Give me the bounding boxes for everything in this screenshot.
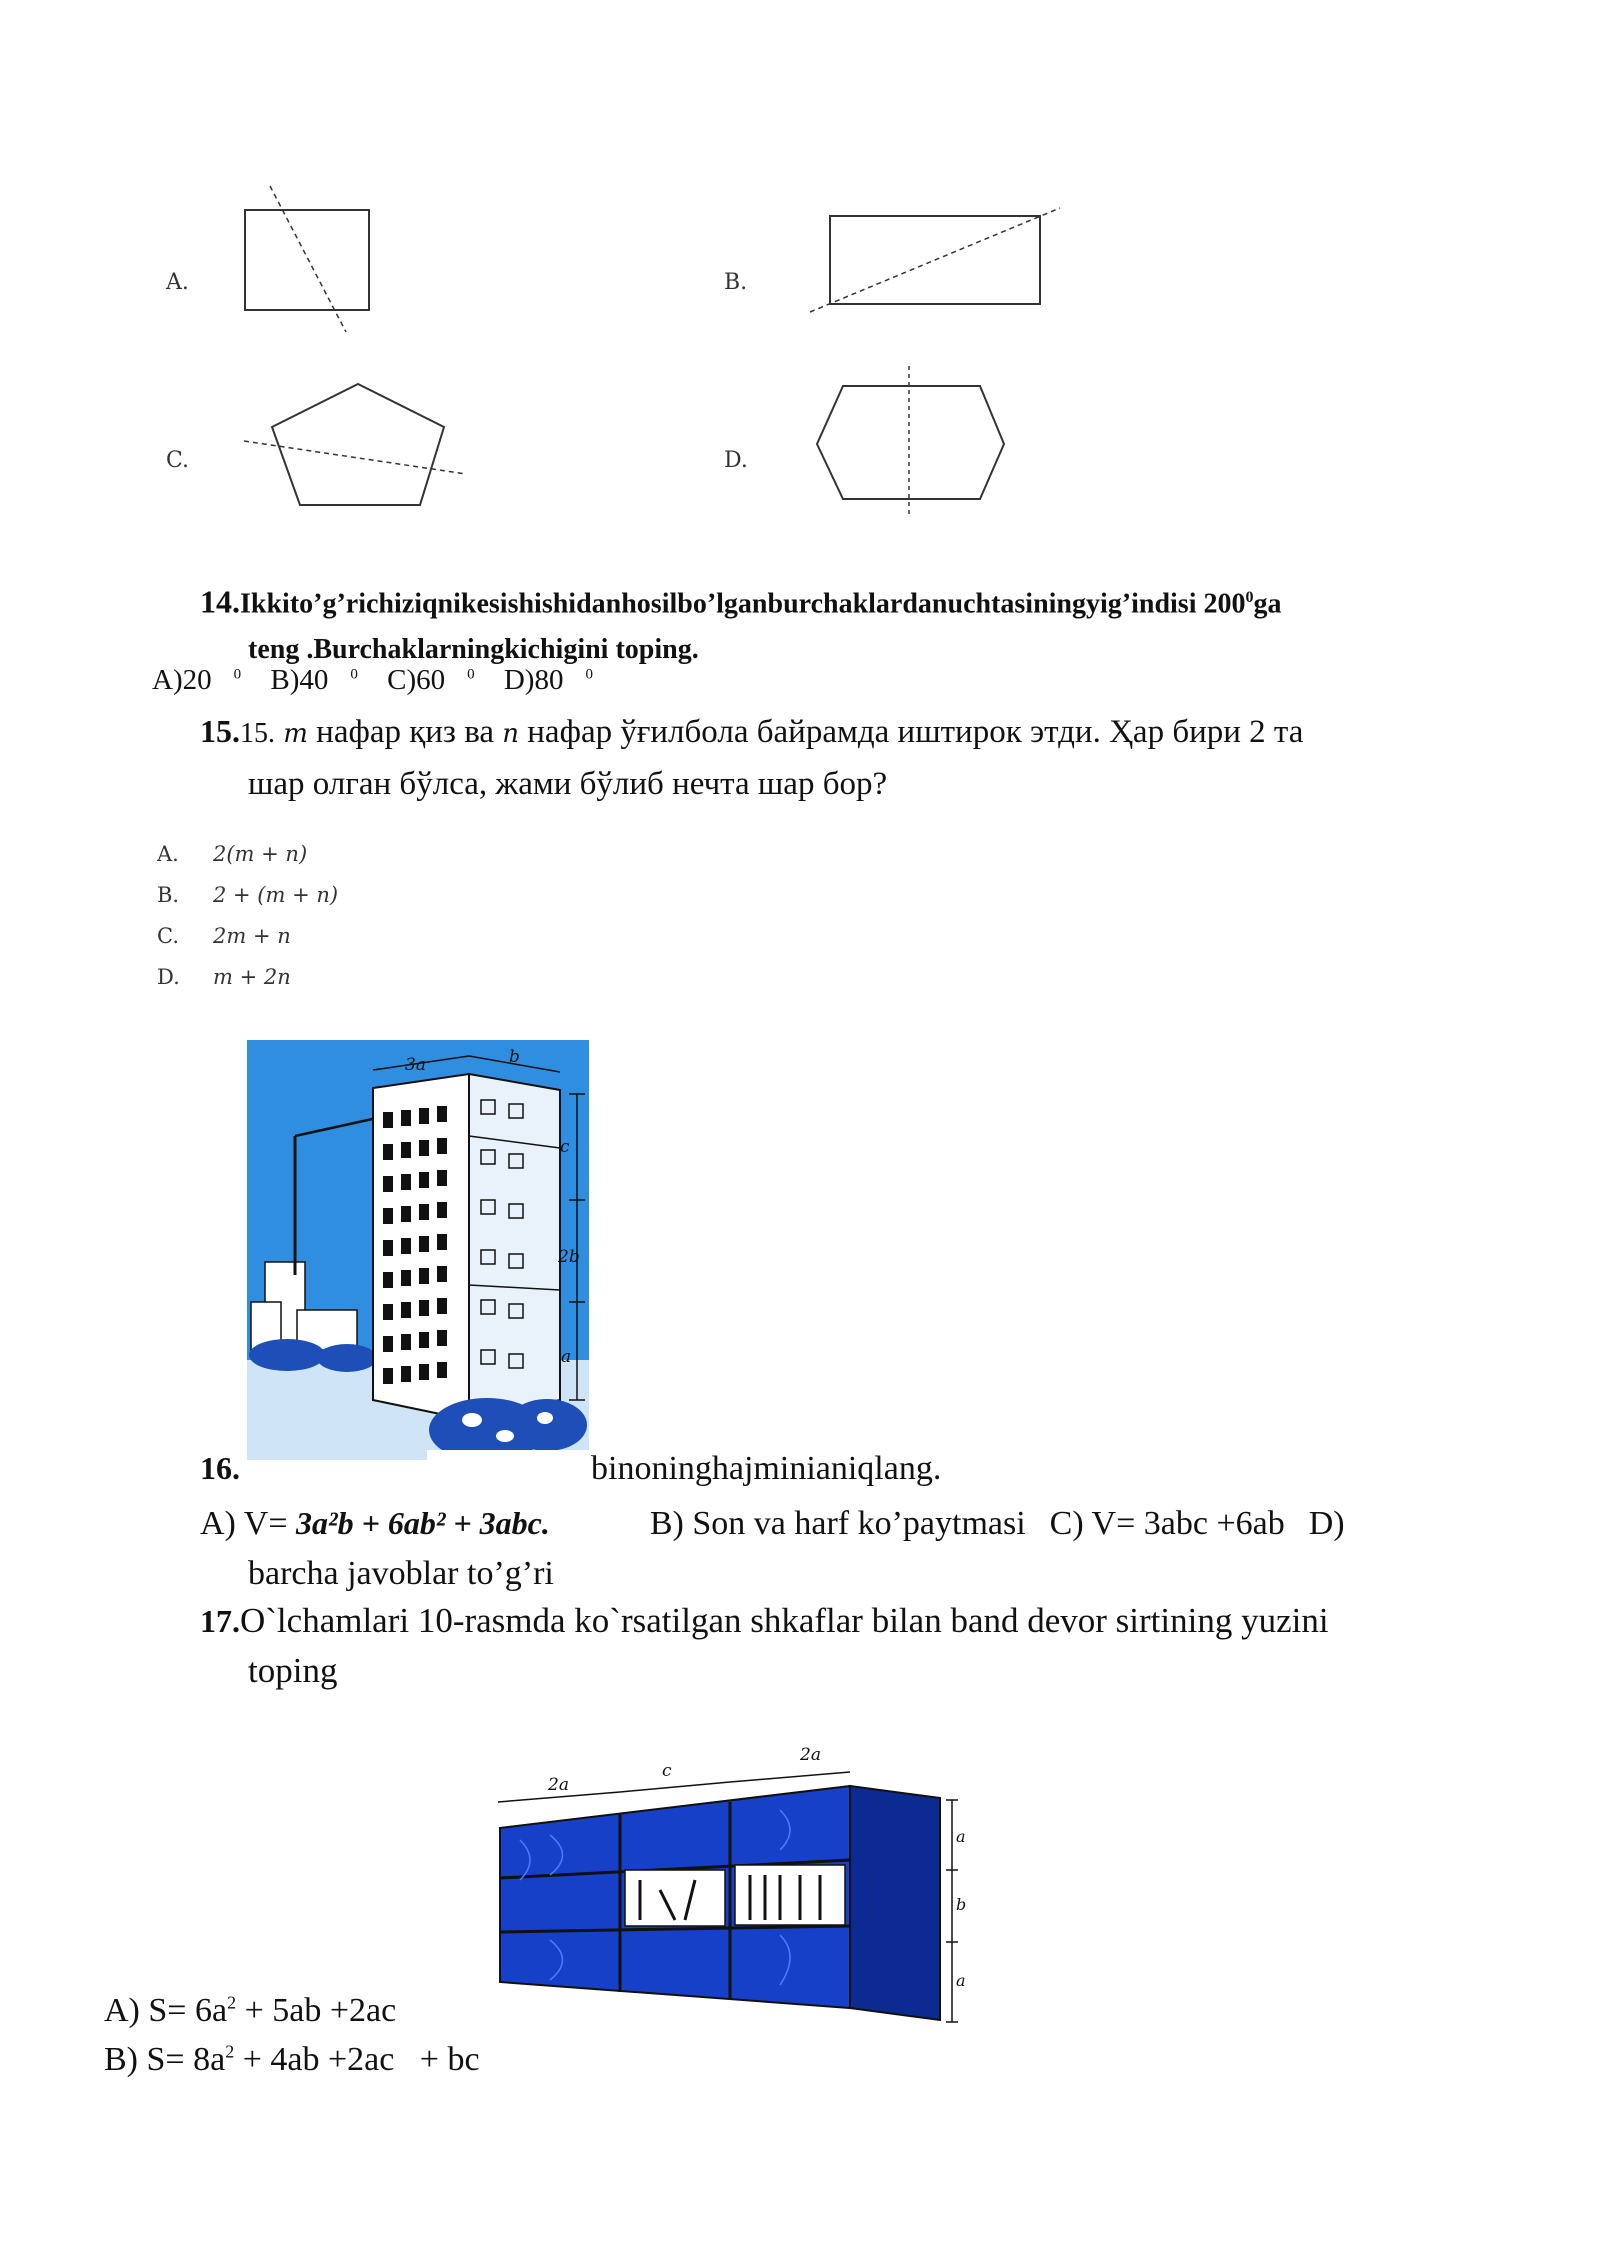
question-15-var-n: n — [502, 719, 520, 749]
question-14-option-d[interactable]: D)80 $^0$ — [503, 664, 593, 696]
question-17-number: 17. — [200, 1603, 240, 1639]
building-illustration — [247, 1040, 589, 1470]
shape-d-label: D. — [724, 448, 748, 473]
question-16-option-b[interactable]: B) Son va harf ko’paytmasi — [649, 1505, 1026, 1542]
question-15-option-d[interactable]: D. m + 2n — [157, 965, 291, 989]
question-17-option-b[interactable]: B) $S= 8a^2 + 4ab +2ac$ + bc — [104, 2041, 480, 2078]
question-16-option-d[interactable]: D) — [1308, 1505, 1345, 1542]
shape-a-label: A. — [166, 270, 189, 295]
question-14-options — [152, 664, 615, 697]
shelf-side-face — [850, 1786, 940, 2020]
dim-label-2b: 2b — [558, 1247, 580, 1267]
bush-left — [249, 1339, 325, 1371]
shelf-label-2a-right: 2a — [800, 1745, 821, 1765]
question-16-number: 16. — [200, 1450, 240, 1486]
shelf-label-b: b — [956, 1895, 967, 1914]
dim-label-a: a — [561, 1347, 572, 1367]
shelf-label-a-bottom: a — [956, 1971, 966, 1990]
question-15-number: 15. — [200, 713, 240, 749]
question-14-degree: 0 — [1245, 589, 1254, 606]
question-16-options — [200, 1498, 1500, 1599]
shape-d-hexagon — [817, 386, 1004, 499]
shape-c-pentagon — [272, 384, 444, 505]
question-14-option-a[interactable]: A)20 $^0$ — [152, 664, 242, 696]
question-16-formula: 3a²b + 6ab² + 3abc. — [296, 1505, 550, 1541]
question-16-text: binoninghajminianiqlang. — [591, 1450, 942, 1487]
shape-b-axis — [810, 208, 1060, 312]
bush-mid — [317, 1344, 377, 1372]
shelf-label-c: c — [662, 1761, 672, 1781]
question-16-option-c[interactable]: C) V= 3abc +6ab — [1049, 1505, 1285, 1542]
shape-c-axis — [244, 441, 466, 474]
question-15-text-a: нафар қиз ва — [316, 714, 495, 750]
question-17 — [200, 1596, 1500, 1696]
question-15-option-b[interactable]: B. 2 + (m + n) — [157, 883, 339, 907]
question-15-text-b: нафар ўғилбола байрамда иштирок этди. Ҳар бири 2 та — [527, 714, 1304, 750]
question-17-line2: toping — [248, 1651, 338, 1690]
question-15-option-a[interactable]: A. 2(m + n) — [157, 842, 308, 866]
question-17-option-a[interactable]: A) $S= 6a^2 + 5ab +2ac$ — [104, 1992, 397, 2029]
question-16-option-a[interactable]: A) V= 3a²b + 6ab² + 3abc. — [200, 1505, 550, 1542]
shelf-label-a-top: a — [956, 1827, 966, 1846]
question-14-line2: teng .Burchaklarningkichigini toping. — [248, 634, 699, 666]
dim-label-b: b — [509, 1047, 520, 1067]
question-14-line1-end: ga — [1253, 588, 1282, 620]
question-14 — [200, 575, 1480, 673]
symmetry-shapes-figure — [0, 0, 1600, 560]
question-16-option-d-text: barcha javoblar to’g’ri — [248, 1555, 554, 1592]
question-15 — [200, 706, 1500, 809]
shelf-illustration — [490, 1730, 970, 2030]
question-15-line2: шар олган бўлса, жами бўлиб нечта шар бор? — [248, 766, 888, 802]
building-mask — [427, 1450, 589, 1470]
question-14-option-c[interactable]: C)60 $^0$ — [387, 664, 475, 696]
shape-c-label: C. — [166, 448, 190, 473]
question-15-number-plain: 15. — [240, 718, 275, 749]
question-14-line1: Ikkito’g’richiziqnikesishishidanhosilbo’lganburchaklardanuchtasiningyig’indisi 200 — [240, 588, 1246, 620]
shape-b-label: B. — [724, 270, 748, 295]
question-14-option-b[interactable]: B)40 $^0$ — [270, 664, 358, 696]
shape-a-square — [245, 210, 369, 310]
question-17-line1: O`lchamlari 10-rasmda ko`rsatilgan shkaflar bilan band devor sirtining yuzini — [240, 1601, 1329, 1640]
dim-label-3a: 3a — [405, 1055, 426, 1075]
question-15-var-m: m — [283, 719, 308, 749]
question-14-number: 14. — [200, 583, 240, 620]
shelf-label-2a-left: 2a — [548, 1775, 569, 1795]
question-15-option-c[interactable]: C. 2m + n — [157, 924, 291, 948]
dim-label-c: c — [560, 1137, 570, 1157]
